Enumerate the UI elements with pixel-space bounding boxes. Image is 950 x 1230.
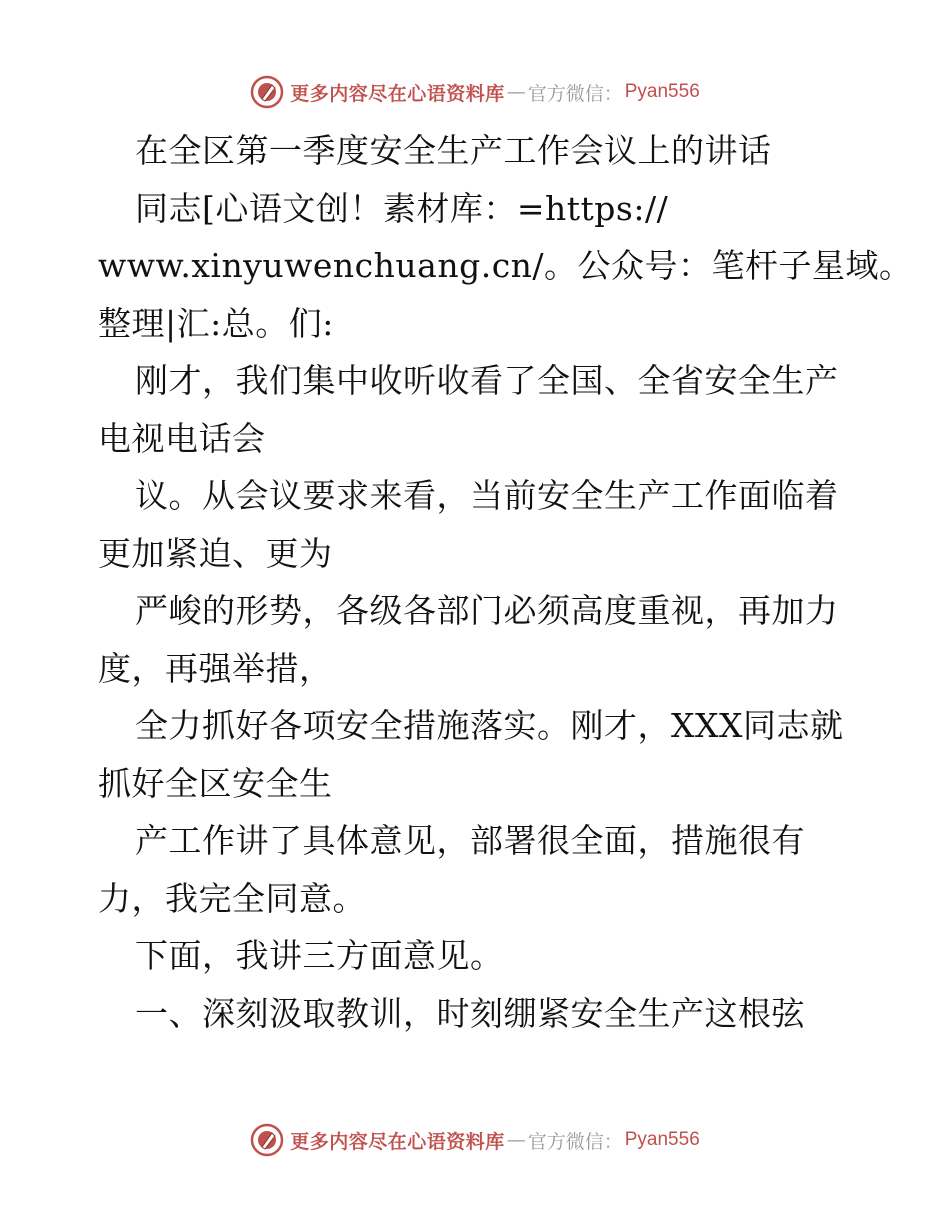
text-line: 度，再强举措， xyxy=(98,648,333,688)
banner-wechat-label: 官方微信： xyxy=(527,82,623,105)
pen-logo-icon xyxy=(250,75,284,109)
banner-dash: — xyxy=(506,1129,526,1151)
text-line: 全力抓好各项安全措施落实。刚才，XXX同志就 xyxy=(135,706,844,745)
text-line: www.xinyuwenchuang.cn/。公众号：笔杆子星域。 xyxy=(98,246,913,285)
banner-dash: — xyxy=(506,81,526,103)
document-body xyxy=(98,122,913,1042)
banner-wechat-id: Pyan556 xyxy=(624,1129,700,1150)
text-line: 严峻的形势，各级各部门必须高度重视，再加力 xyxy=(135,591,839,630)
text-line: 议。从会议要求来看，当前安全生产工作面临着 xyxy=(135,476,839,515)
text-line: 下面，我讲三方面意见。 xyxy=(135,936,504,975)
header-banner xyxy=(0,72,950,112)
text-line: 同志[心语文创！素材库：=https:// xyxy=(135,188,669,228)
pen-logo-icon xyxy=(250,1123,284,1157)
text-line: 刚才，我们集中收听收看了全国、全省安全生产 xyxy=(135,361,839,400)
text-line: 更加紧迫、更为 xyxy=(98,533,333,573)
text-line: 整理|汇:总。们: xyxy=(98,303,334,343)
banner-slogan: 更多内容尽在心语资料库 xyxy=(290,1130,505,1153)
banner-slogan: 更多内容尽在心语资料库 xyxy=(290,82,505,105)
text-line: 电视电话会 xyxy=(98,418,266,458)
footer-banner xyxy=(0,1120,950,1160)
document-title: 在全区第一季度安全生产工作会议上的讲话 xyxy=(135,131,772,170)
text-line: 力，我完全同意。 xyxy=(98,878,366,918)
text-line: 产工作讲了具体意见，部署很全面，措施很有 xyxy=(135,821,805,860)
section-heading: 一、深刻汲取教训，时刻绷紧安全生产这根弦 xyxy=(135,993,805,1033)
banner-wechat-id: Pyan556 xyxy=(624,81,700,102)
text-line: 抓好全区安全生 xyxy=(98,763,333,803)
banner-wechat-label: 官方微信： xyxy=(527,1130,623,1153)
